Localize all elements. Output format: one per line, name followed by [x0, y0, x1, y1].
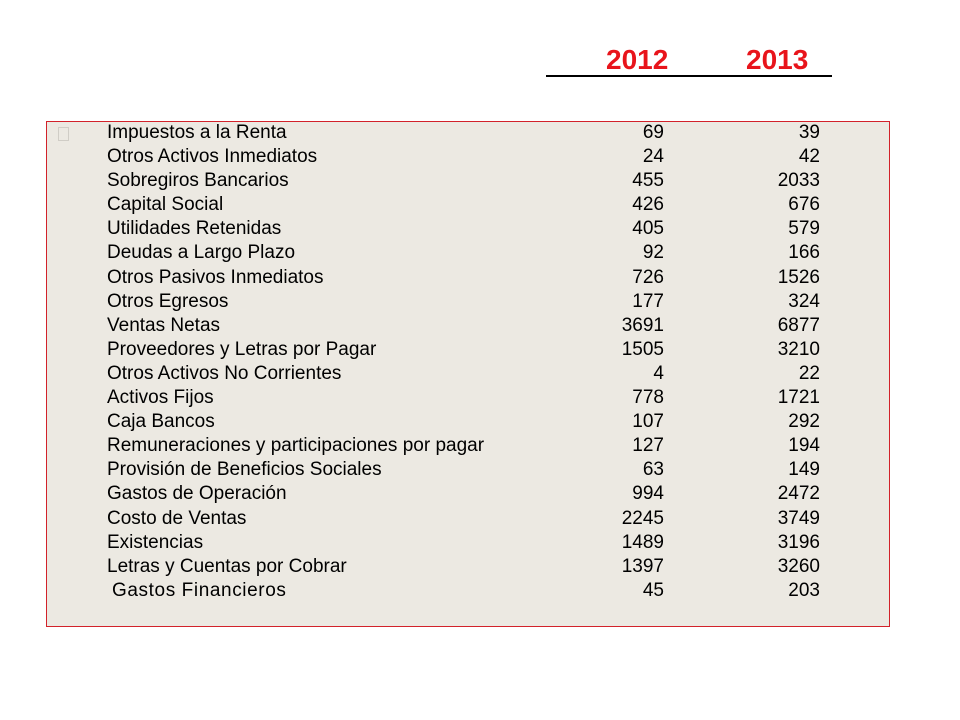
value-2012: 24 — [642, 146, 664, 168]
year-header-2012: 2012 — [606, 44, 669, 75]
table-row — [0, 531, 960, 555]
account-name: Deudas a Largo Plazo — [107, 242, 296, 264]
value-2013: 3749 — [777, 507, 820, 529]
account-name: Existencias — [107, 531, 204, 553]
table-row — [0, 121, 960, 145]
table-row — [0, 579, 960, 603]
table-row — [0, 338, 960, 362]
value-2012: 69 — [642, 122, 664, 143]
table-row — [0, 555, 960, 579]
table-row — [0, 266, 960, 290]
account-name: Gastos de Operación — [107, 483, 287, 505]
value-2013: 6877 — [777, 314, 820, 336]
account-name: Impuestos a la Renta — [107, 122, 287, 143]
account-name: Otros Egresos — [107, 290, 229, 312]
account-name: Remuneraciones y participaciones por pagar — [107, 435, 485, 457]
account-name: Letras y Cuentas por Cobrar — [107, 555, 347, 577]
table-row — [0, 507, 960, 531]
value-2013: 676 — [788, 194, 820, 216]
value-2013: 1526 — [777, 266, 820, 288]
value-2012: 1489 — [621, 531, 664, 553]
table-row — [0, 482, 960, 506]
value-2013: 194 — [788, 435, 820, 457]
account-name: Ventas Netas — [107, 314, 221, 336]
account-name: Caja Bancos — [107, 411, 215, 433]
value-2012: 426 — [632, 194, 664, 216]
table-row — [0, 290, 960, 314]
value-2013: 2033 — [777, 170, 820, 192]
value-2012: 177 — [632, 290, 664, 312]
account-name: Capital Social — [107, 194, 224, 216]
account-name: Costo de Ventas — [107, 507, 247, 529]
value-2012: 405 — [632, 218, 664, 240]
value-2012: 994 — [632, 483, 664, 505]
value-2012: 778 — [632, 387, 664, 409]
table-row — [0, 410, 960, 434]
value-2012: 4 — [653, 362, 664, 384]
table-row — [0, 434, 960, 458]
value-2012: 1505 — [621, 338, 664, 360]
value-2013: 324 — [788, 290, 820, 312]
header-underline — [546, 75, 832, 77]
value-2013: 166 — [788, 242, 820, 264]
table-row — [0, 217, 960, 241]
table-row — [0, 193, 960, 217]
table-row — [0, 386, 960, 410]
value-2012: 2245 — [621, 507, 664, 529]
value-2012: 3691 — [621, 314, 664, 336]
table-row — [0, 169, 960, 193]
account-name: Proveedores y Letras por Pagar — [107, 338, 377, 360]
value-2012: 726 — [632, 266, 664, 288]
account-name: Utilidades Retenidas — [107, 218, 282, 240]
value-2013: 149 — [788, 459, 820, 481]
account-name: Otros Activos Inmediatos — [107, 146, 318, 168]
value-2013: 22 — [798, 362, 820, 384]
value-2013: 3196 — [777, 531, 820, 553]
value-2012: 45 — [642, 579, 664, 601]
table-row — [0, 458, 960, 482]
table-row — [0, 362, 960, 386]
accounts-table — [0, 121, 960, 603]
account-name: Activos Fijos — [107, 387, 214, 409]
value-2012: 455 — [632, 170, 664, 192]
account-name: Otros Pasivos Inmediatos — [107, 266, 324, 288]
value-2012: 107 — [632, 411, 664, 433]
value-2013: 579 — [788, 218, 820, 240]
account-name: Sobregiros Bancarios — [107, 170, 289, 192]
value-2012: 63 — [642, 459, 664, 481]
value-2013: 2472 — [777, 483, 820, 505]
value-2013: 292 — [788, 411, 820, 433]
table-row — [0, 241, 960, 265]
account-name: Otros Activos No Corrientes — [107, 362, 342, 384]
table-row — [0, 314, 960, 338]
value-2013: 39 — [798, 122, 820, 143]
table-row — [0, 145, 960, 169]
value-2013: 203 — [788, 579, 820, 601]
value-2012: 127 — [632, 435, 664, 457]
year-header-2013: 2013 — [746, 44, 809, 75]
value-2013: 3260 — [777, 555, 820, 577]
value-2013: 3210 — [777, 338, 820, 360]
account-name: Gastos Financieros — [112, 579, 287, 601]
account-name: Provisión de Beneficios Sociales — [107, 459, 382, 481]
value-2013: 1721 — [777, 387, 820, 409]
value-2012: 92 — [642, 242, 664, 264]
value-2013: 42 — [798, 146, 820, 168]
value-2012: 1397 — [621, 555, 664, 577]
